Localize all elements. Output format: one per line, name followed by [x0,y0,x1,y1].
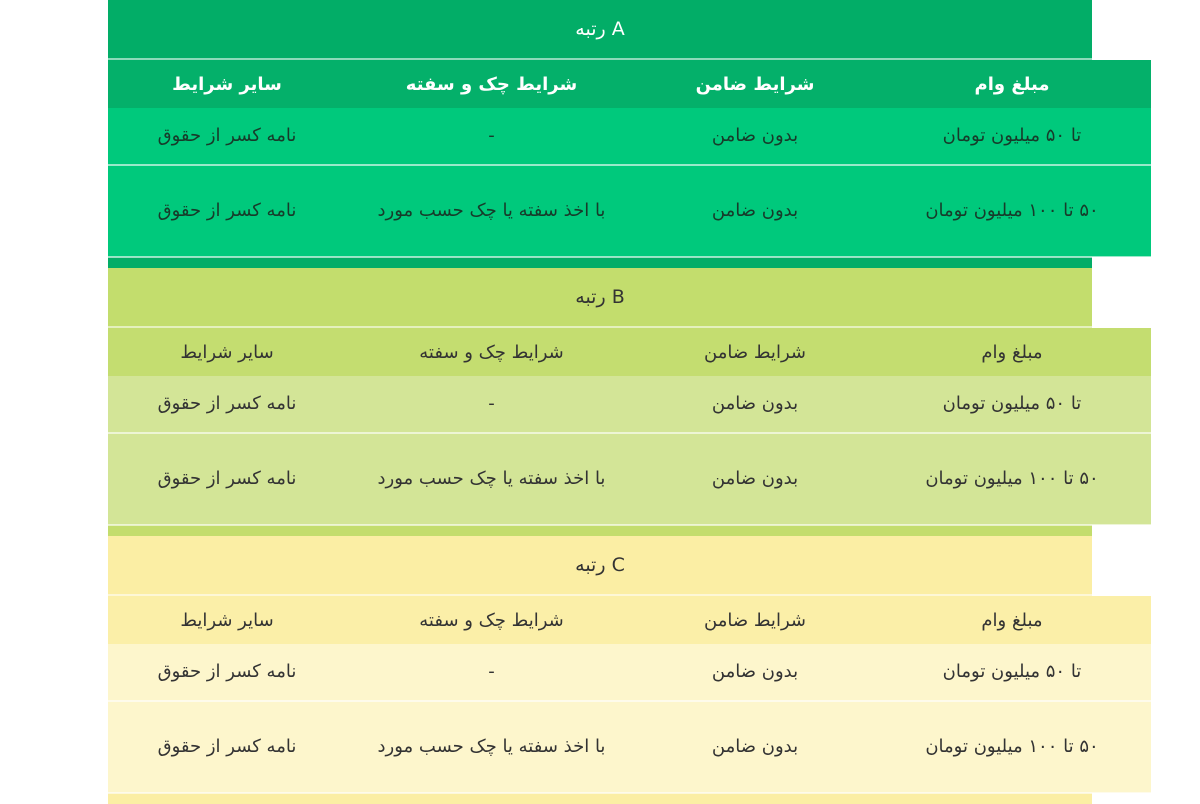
column-header: مبلغ وام [873,596,1151,644]
table-cell: بدون ضامن [637,165,873,257]
loan-rank-tables [108,0,1099,804]
column-header: مبلغ وام [873,328,1151,376]
table-cell: بدون ضامن [637,108,873,165]
table-cell: - [346,644,637,701]
table-cell: نامه کسر از حقوق [108,644,346,701]
column-header: شرایط چک و سفته [346,596,637,644]
column-header: شرایط چک و سفته [346,328,637,376]
rank-section-c [108,536,1099,804]
table-cell: بدون ضامن [637,701,873,793]
column-header: شرایط ضامن [637,328,873,376]
table-row [108,376,1151,433]
rank-table [108,596,1151,794]
table-cell: - [346,108,637,165]
table-cell: ۵۰ تا ۱۰۰ میلیون تومان [873,433,1151,525]
column-header: سایر شرایط [108,60,346,108]
column-header: سایر شرایط [108,328,346,376]
column-header: سایر شرایط [108,596,346,644]
table-row [108,108,1151,165]
table-cell: بدون ضامن [637,433,873,525]
column-header: شرایط چک و سفته [346,60,637,108]
table-cell: با اخذ سفته یا چک حسب مورد [346,701,637,793]
table-cell: با اخذ سفته یا چک حسب مورد [346,433,637,525]
table-cell: نامه کسر از حقوق [108,433,346,525]
table-cell: با اخذ سفته یا چک حسب مورد [346,165,637,257]
rank-title: رتبه B [108,268,1092,328]
table-cell: بدون ضامن [637,644,873,701]
table-cell: بدون ضامن [637,376,873,433]
table-cell: ۵۰ تا ۱۰۰ میلیون تومان [873,165,1151,257]
table-cell: نامه کسر از حقوق [108,376,346,433]
table-cell: - [346,376,637,433]
table-cell: ۵۰ تا ۱۰۰ میلیون تومان [873,701,1151,793]
rank-table [108,328,1151,526]
header-row [108,328,1151,376]
table-row [108,701,1151,793]
column-header: شرایط ضامن [637,596,873,644]
table-cell: نامه کسر از حقوق [108,108,346,165]
table-cell: تا ۵۰ میلیون تومان [873,376,1151,433]
table-cell: تا ۵۰ میلیون تومان [873,108,1151,165]
table-row [108,644,1151,701]
rank-section-b [108,268,1099,536]
rank-title: رتبه C [108,536,1092,596]
rank-title: رتبه A [108,0,1092,60]
table-row [108,165,1151,257]
rank-table [108,60,1151,258]
rank-section-a [108,0,1099,268]
column-header: شرایط ضامن [637,60,873,108]
header-row [108,596,1151,644]
column-header: مبلغ وام [873,60,1151,108]
table-cell: نامه کسر از حقوق [108,165,346,257]
table-row [108,433,1151,525]
table-cell: نامه کسر از حقوق [108,701,346,793]
table-cell: تا ۵۰ میلیون تومان [873,644,1151,701]
header-row [108,60,1151,108]
